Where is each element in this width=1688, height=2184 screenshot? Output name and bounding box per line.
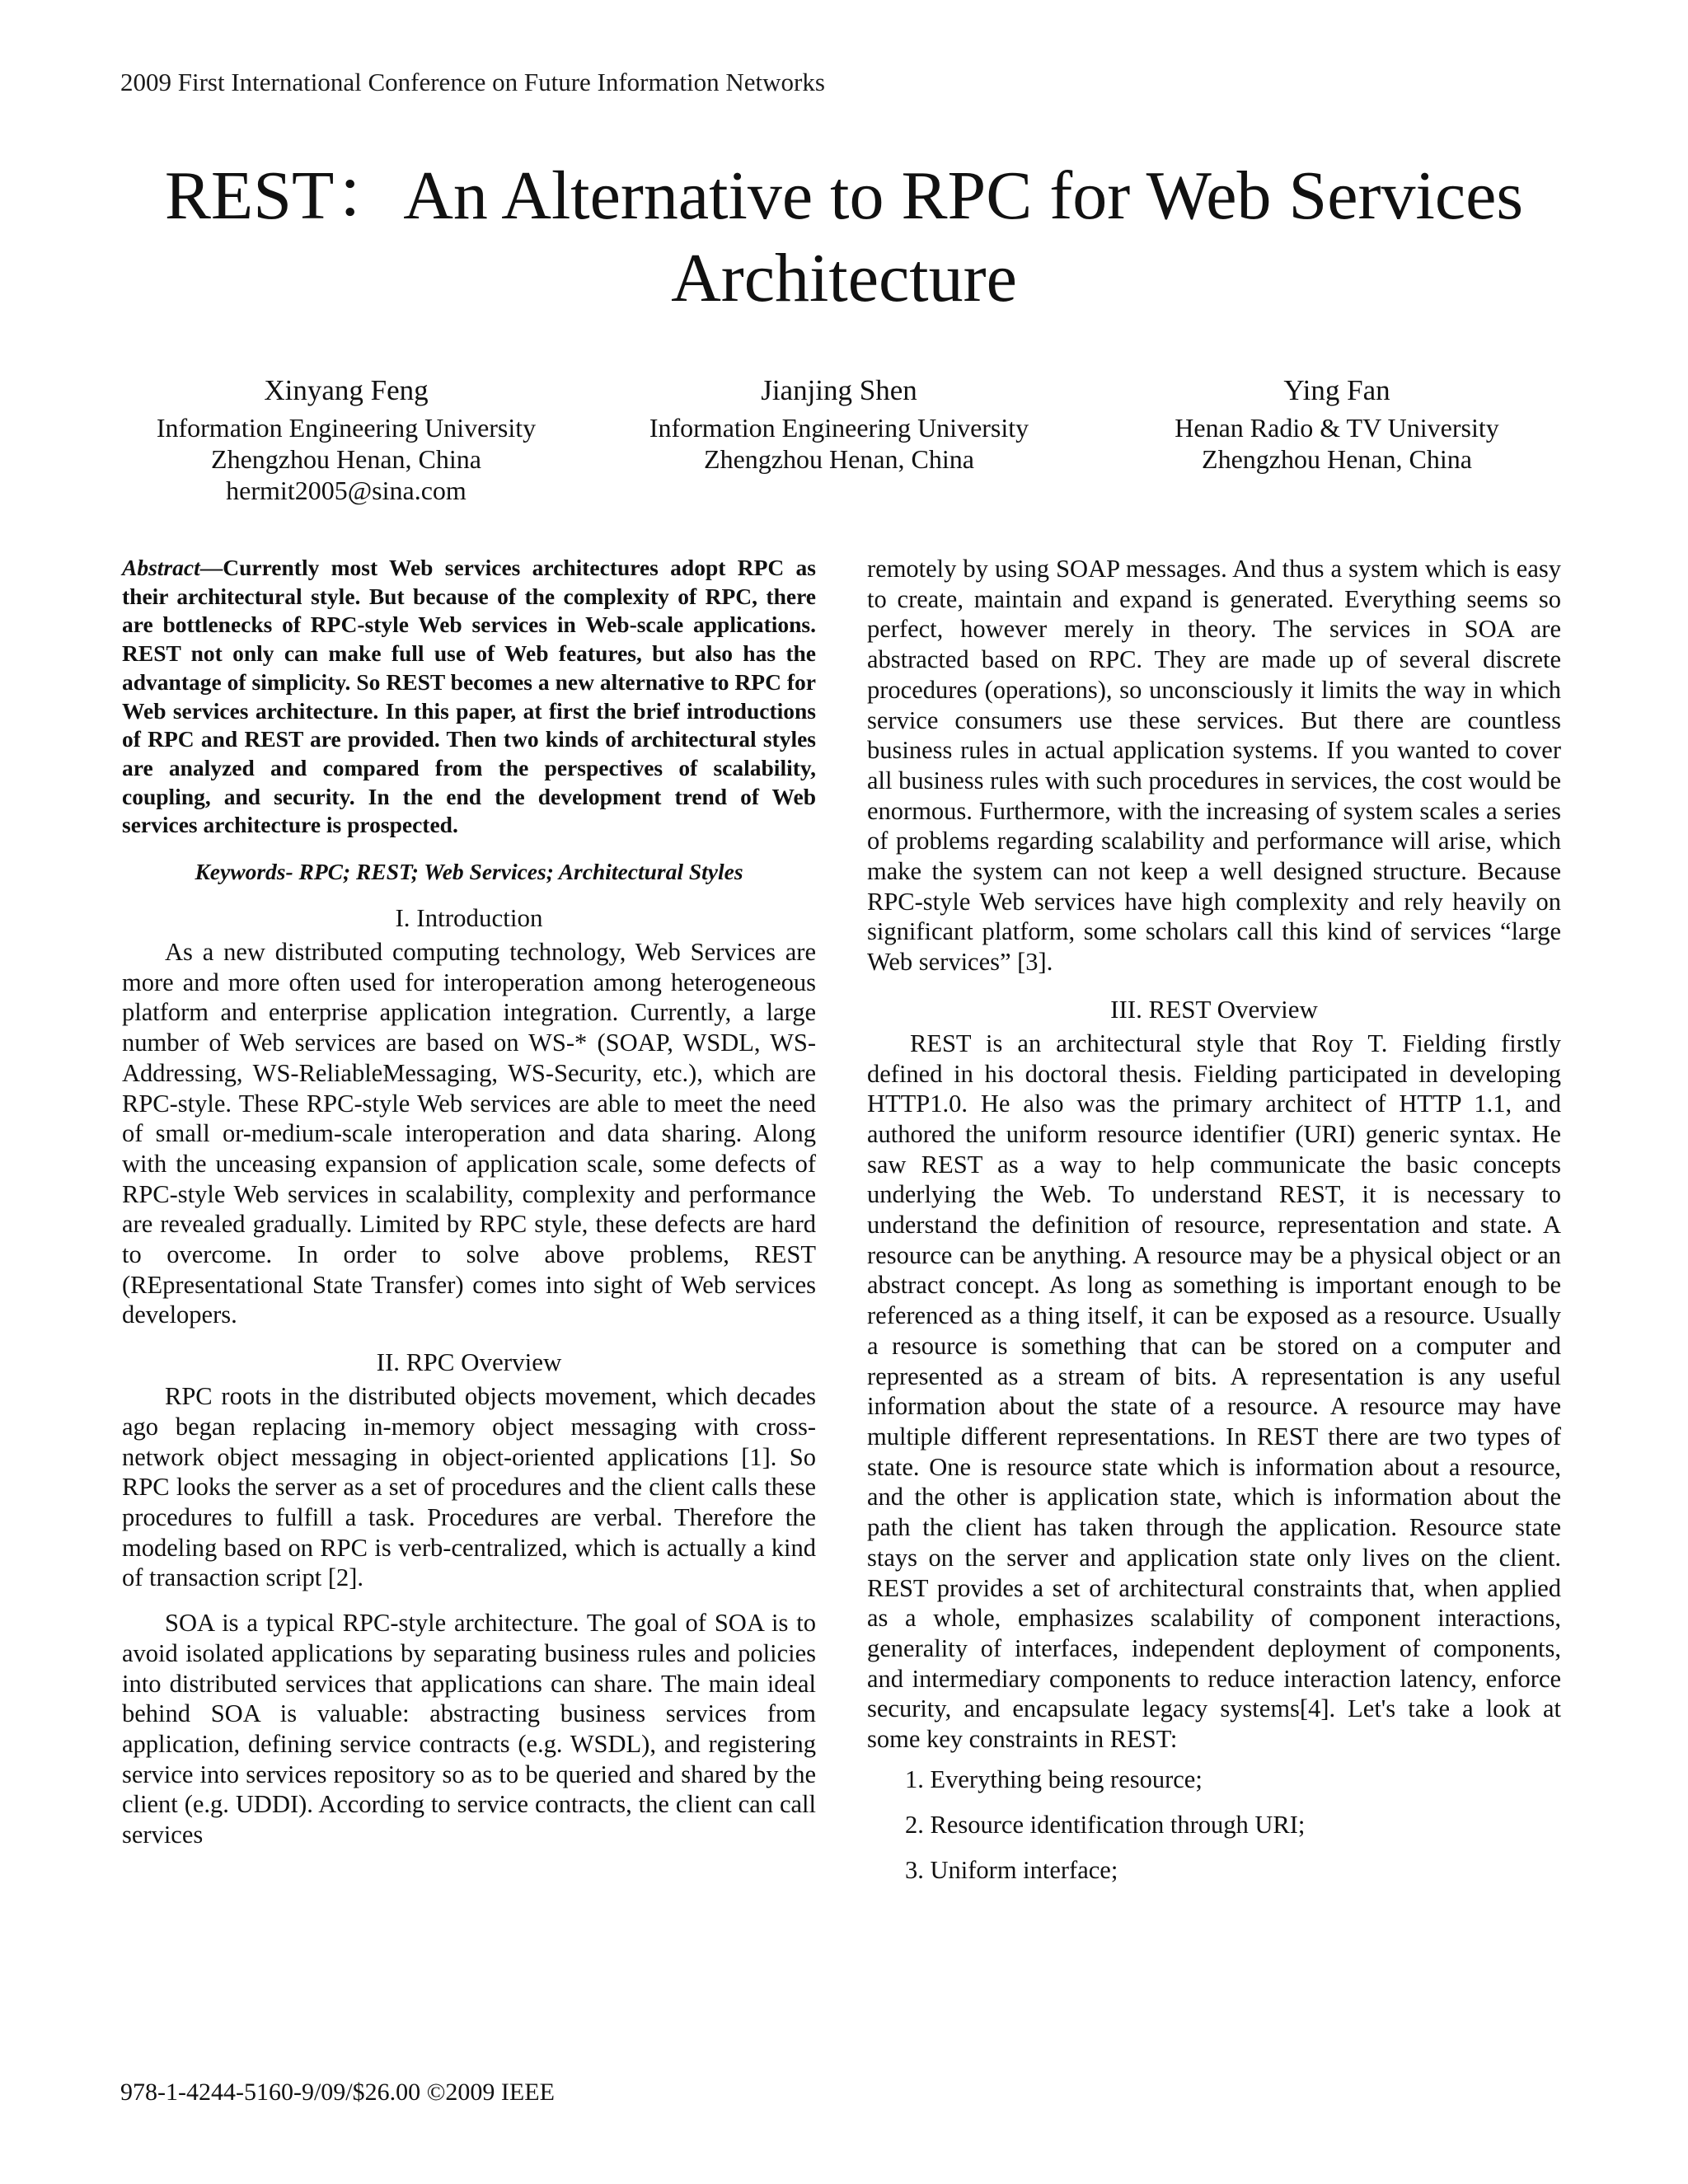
rest-paragraph: REST is an architectural style that Roy T. Fielding firstly defined in his doctoral thesis. Fielding participated in developing HTTP1.0. He also was the primary architect of HTTP 1.1, and authored the uniform resource identifier (URI) generic syntax. He saw REST as a way to help communicate the basic concepts underlying the Web. To understand REST, it is necessary to understand the definition of resource, representation and state. A resource can be anything. A resource may be a physical object or an abstract concept. As long as something is important enough to be referenced as a thing itself, it can be exposed as a resource. Usually a resource is something that can be stored on a computer and represented as a stream of bits. A representation is any useful information about the state of a resource. A resource may have multiple different representations. In REST there are two types of state. One is resource state which is information about a resource, and the other is application state, which is information about the path the client has taken through the application. Resource state stays on the server and application state only lives on the client. REST provides a set of architectural constraints that, when applied as a whole, emphasizes scalability of component interactions, generality of interfaces, independent deployment of components, and intermediary components to reduce interaction latency, enforce security, and encapsulate legacy systems[4]. Let's take a look at some key constraints in REST: (867, 1029, 1561, 1754)
list-item: 3. Uniform interface; (905, 1855, 1118, 1884)
copyright-footer: 978-1-4244-5160-9/09/$26.00 ©2009 IEEE (120, 2079, 555, 2106)
section-heading-introduction: I. Introduction (395, 903, 543, 933)
rpc-paragraph-1: RPC roots in the distributed objects movement, which decades ago began replacing in-memory object messaging with cross-network object messaging in object-oriented applications [1]. So RPC looks the server as a set of procedures and the client calls these procedures to fulfill a task. Procedures are verbal. Therefore the modeling based on RPC is verb-centralized, which is actually a kind of transaction script [2]. (122, 1382, 816, 1592)
right-column (867, 554, 1561, 1900)
keywords: Keywords- RPC; REST; Web Services; Architectural Styles (195, 859, 743, 885)
abstract-text: —Currently most Web services architectures adopt RPC as their architectural style. But because of the complexity of RPC, there are bottlenecks of RPC-style Web services in Web-scale applications. REST not only can make full use of Web features, but also has the advantage of simplicity. So REST becomes a new alternative to RPC for Web services architecture. In this paper, at first the brief introductions of RPC and REST are provided. Then two kinds of architectural styles are analyzed and compared from the perspectives of scalability, coupling, and security. In the end the development trend of Web services architecture is prospected. (122, 555, 816, 838)
author-location: Zhengzhou Henan, China (1202, 444, 1472, 474)
abstract (122, 554, 816, 840)
author-name: Xinyang Feng (264, 374, 429, 406)
author-affiliation: Henan Radio & TV University (1175, 413, 1499, 443)
title-line-2: Architecture (671, 240, 1017, 316)
conference-header: 2009 First International Conference on Future Information Networks (120, 68, 825, 96)
author-affiliation: Information Engineering University (156, 413, 537, 443)
author-name: Ying Fan (1283, 374, 1390, 406)
author-3 (1106, 373, 1568, 475)
author-1 (115, 373, 577, 506)
author-2 (608, 373, 1070, 475)
author-location: Zhengzhou Henan, China (704, 444, 974, 474)
author-email[interactable]: hermit2005@sina.com (226, 476, 467, 505)
constraints-list (867, 1765, 1561, 1885)
paper-title (0, 155, 1688, 320)
abstract-lead: Abstract (122, 555, 200, 580)
author-affiliation: Information Engineering University (649, 413, 1029, 443)
list-item: 1. Everything being resource; (905, 1765, 1203, 1793)
section-heading-rpc-overview: II. RPC Overview (376, 1347, 562, 1377)
section-heading-rest-overview: III. REST Overview (1110, 994, 1318, 1024)
author-name: Jianjing Shen (761, 374, 917, 406)
title-line-1: REST：An Alternative to RPC for Web Services (164, 157, 1524, 234)
left-column (122, 554, 816, 1850)
author-location: Zhengzhou Henan, China (211, 444, 481, 474)
list-item: 2. Resource identification through URI; (905, 1810, 1306, 1839)
intro-paragraph: As a new distributed computing technology, Web Services are more and more often used for interoperation among heterogeneous platform and enterprise application integration. Currently, a large number of Web services are based on WS-* (SOAP, WSDL, WS-Addressing, WS-ReliableMessaging, WS-Security, etc.), which are RPC-style. These RPC-style Web services are able to meet the need of small or-medium-scale interoperation and data sharing. Along with the unceasing expansion of application scale, some defects of RPC-style Web services in scalability, complexity and performance are revealed gradually. Limited by RPC style, these defects are hard to overcome. In order to solve above problems, REST (REpresentational State Transfer) comes into sight of Web services developers. (122, 938, 816, 1329)
rpc-paragraph-2: SOA is a typical RPC-style architecture. The goal of SOA is to avoid isolated applications by separating business rules and policies into distributed services that applications can share. The main ideal behind SOA is valuable: abstracting business services from application, defining service contracts (e.g. WSDL), and registering service into services repository so as to be queried and shared by the client (e.g. UDDI). According to service contracts, the client can call services (122, 1609, 816, 1849)
rpc-paragraph-continued: remotely by using SOAP messages. And thus a system which is easy to create, maintain and expand is generated. Everything seems so perfect, however merely in theory. The services in SOA are abstracted based on RPC. They are made up of several discrete procedures (operations), so unconsciously it limits the way in which service consumers use these services. But there are countless business rules in actual application systems. If you wanted to cover all business rules with such procedures in services, the cost would be enormous. Furthermore, with the increasing of system scales a series of problems regarding scalability and performance will arise, which make the system can not keep a well designed structure. Because RPC-style Web services have high complexity and rely heavily on significant platform, some scholars call this kind of services “large Web services” [3]. (867, 555, 1561, 977)
